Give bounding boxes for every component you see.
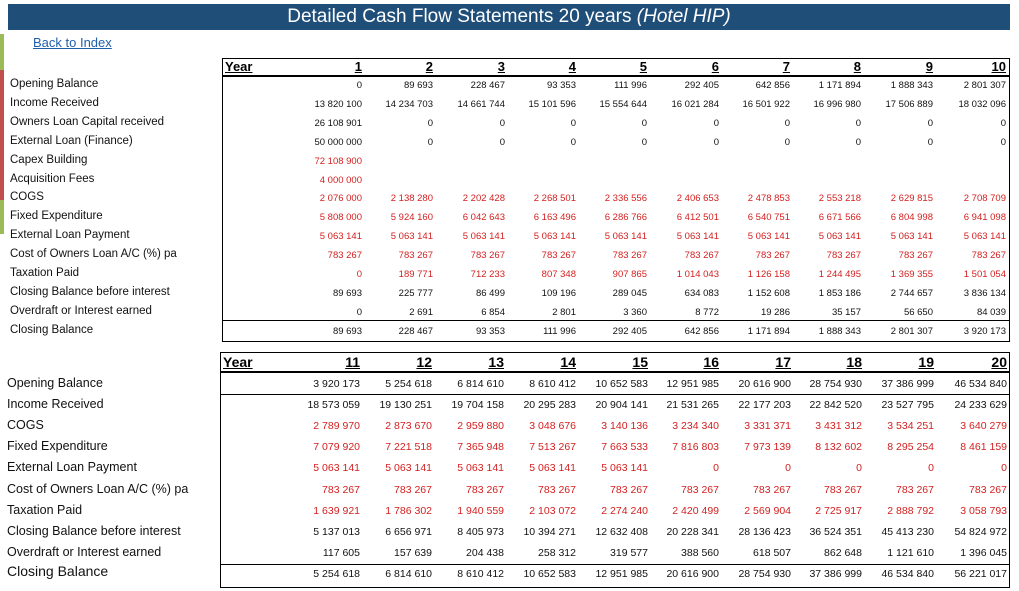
table1-cell: 16 996 980 bbox=[813, 98, 861, 110]
table2-cell: 1 121 610 bbox=[887, 546, 934, 559]
table2-cell: 3 534 251 bbox=[887, 420, 934, 433]
table2-cell: 0 bbox=[1001, 462, 1007, 475]
table2-cell: 8 405 973 bbox=[457, 525, 504, 538]
table1-cell: 6 042 643 bbox=[462, 212, 505, 224]
table1-cell: 2 268 501 bbox=[533, 193, 576, 205]
table1-cell: 0 bbox=[499, 117, 505, 129]
table1-cell: 93 353 bbox=[475, 325, 505, 337]
table2-cell: 862 648 bbox=[824, 546, 862, 559]
table2-cell: 12 632 408 bbox=[595, 525, 648, 538]
table2-cell: 28 136 423 bbox=[738, 525, 791, 538]
table1-cell: 642 856 bbox=[684, 325, 719, 337]
table2-cell: 7 221 518 bbox=[385, 441, 432, 454]
table2-cell: 2 873 670 bbox=[385, 420, 432, 433]
table1-cell: 0 bbox=[427, 117, 433, 129]
table2-cell: 2 789 970 bbox=[313, 420, 360, 433]
table1-cell: 5 063 141 bbox=[676, 231, 719, 243]
table2-cell: 12 951 985 bbox=[595, 567, 648, 580]
table1-cell: 5 063 141 bbox=[319, 231, 362, 243]
table2-cell: 5 063 141 bbox=[313, 462, 360, 475]
table2-cell: 28 754 930 bbox=[809, 378, 862, 390]
table2-cell: 2 725 917 bbox=[815, 504, 862, 517]
table2-cell: 46 534 840 bbox=[954, 378, 1007, 390]
table2-cell: 3 234 340 bbox=[672, 420, 719, 433]
table1-cell: 0 bbox=[1000, 117, 1006, 129]
table2-cell: 20 616 900 bbox=[666, 567, 719, 580]
table2-cell: 2 103 072 bbox=[529, 504, 576, 517]
table2-cell: 7 365 948 bbox=[457, 441, 504, 454]
row-label: Cost of Owners Loan A/C (%) pa bbox=[10, 248, 177, 261]
row-label: COGS bbox=[10, 191, 44, 204]
table1-cell: 0 bbox=[356, 80, 362, 91]
table2-year-12: 12 bbox=[416, 354, 432, 370]
table2-cell: 56 221 017 bbox=[954, 567, 1007, 580]
row-label: Fixed Expenditure bbox=[10, 210, 103, 223]
table1-cell: 15 101 596 bbox=[528, 98, 576, 110]
table1-cell: 1 244 495 bbox=[818, 269, 861, 280]
table2-cell: 618 507 bbox=[753, 546, 791, 559]
table1-cell: 0 bbox=[927, 136, 933, 148]
table2-cell: 37 386 999 bbox=[809, 567, 862, 580]
table1-cell: 18 032 096 bbox=[958, 98, 1006, 110]
table1-cell: 2 801 bbox=[552, 306, 576, 318]
table2-cell: 2 959 880 bbox=[457, 420, 504, 433]
table1-cell: 6 163 496 bbox=[533, 212, 576, 224]
table1-cell: 111 996 bbox=[543, 325, 576, 337]
table1-cell: 0 bbox=[570, 117, 576, 129]
table1-cell: 89 693 bbox=[332, 325, 362, 337]
table1-year-1: 1 bbox=[354, 59, 362, 74]
table1-cell: 6 412 501 bbox=[676, 212, 719, 224]
table2-cell: 3 431 312 bbox=[815, 420, 862, 433]
table1-cell: 89 693 bbox=[332, 287, 362, 299]
table2-cell: 783 267 bbox=[322, 483, 360, 496]
table1-year-8: 8 bbox=[853, 59, 861, 74]
table2-year-17: 17 bbox=[775, 354, 791, 370]
table1-cell: 16 021 284 bbox=[671, 98, 719, 110]
table1-cell: 14 661 744 bbox=[457, 98, 505, 110]
table2-cell: 5 063 141 bbox=[601, 462, 648, 475]
table1-cell: 228 467 bbox=[470, 80, 505, 91]
row-label: Income Received bbox=[10, 96, 99, 109]
row-label: Taxation Paid bbox=[7, 502, 83, 517]
table1-cell: 14 234 703 bbox=[385, 98, 433, 110]
table2-cell: 18 573 059 bbox=[307, 399, 360, 412]
table1-cell: 2 801 307 bbox=[890, 325, 933, 337]
table2-cell: 7 079 920 bbox=[313, 441, 360, 454]
table1-cell: 1 171 894 bbox=[747, 325, 790, 337]
table1-cell: 2 744 657 bbox=[890, 287, 933, 299]
table1-cell: 2 202 428 bbox=[462, 193, 505, 205]
row-label: External Loan Payment bbox=[10, 229, 130, 242]
row-label: Closing Balance bbox=[7, 562, 109, 579]
table1-cell: 0 bbox=[641, 117, 647, 129]
table1-cell: 228 467 bbox=[398, 325, 433, 337]
table2-opening-divider bbox=[220, 394, 1010, 395]
table2-cell: 7 816 803 bbox=[672, 441, 719, 454]
table2-cell: 7 513 267 bbox=[529, 441, 576, 454]
table1-cell: 1 171 894 bbox=[818, 80, 861, 91]
table1-cell: 2 553 218 bbox=[818, 193, 861, 205]
table1-cell: 783 267 bbox=[898, 250, 933, 262]
table2-cell: 783 267 bbox=[610, 483, 648, 496]
table2-cell: 2 569 904 bbox=[744, 504, 791, 517]
row-label: Closing Balance before interest bbox=[7, 523, 181, 538]
table1-cell: 4 000 000 bbox=[319, 174, 362, 186]
table2-cell: 3 140 136 bbox=[601, 420, 648, 433]
table2-cell: 783 267 bbox=[753, 483, 791, 496]
table2-cell: 3 331 371 bbox=[744, 420, 791, 433]
table2-cell: 1 639 921 bbox=[313, 504, 360, 517]
row-label: Income Received bbox=[7, 397, 104, 412]
table2-cell: 8 132 602 bbox=[815, 441, 862, 454]
row-label: Overdraft or Interest earned bbox=[7, 544, 162, 559]
table2-cell: 0 bbox=[785, 462, 791, 475]
table1-cell: 0 bbox=[1000, 136, 1006, 148]
table1-cell: 35 157 bbox=[831, 306, 861, 318]
table1-cell: 0 bbox=[499, 136, 505, 148]
table1-cell: 0 bbox=[927, 117, 933, 129]
table2-cell: 5 063 141 bbox=[457, 462, 504, 475]
table2-cell: 21 531 265 bbox=[666, 399, 719, 412]
table1-cell: 2 629 815 bbox=[890, 193, 933, 205]
table1-cell: 15 554 644 bbox=[599, 98, 647, 110]
table2-cell: 3 920 173 bbox=[313, 378, 360, 390]
table2-cell: 6 656 971 bbox=[385, 525, 432, 538]
table1-cell: 0 bbox=[713, 136, 719, 148]
table1-cell: 6 854 bbox=[481, 306, 505, 318]
table1-cell: 783 267 bbox=[826, 250, 861, 262]
table1-cell: 0 bbox=[784, 136, 790, 148]
table2-cell: 28 754 930 bbox=[738, 567, 791, 580]
table1-cell: 783 267 bbox=[755, 250, 790, 262]
table2-cell: 7 663 533 bbox=[601, 441, 648, 454]
table2-cell: 157 639 bbox=[394, 546, 432, 559]
table2-cell: 8 610 412 bbox=[457, 567, 504, 580]
table2-cell: 2 274 240 bbox=[601, 504, 648, 517]
row-label: Cost of Owners Loan A/C (%) pa bbox=[7, 481, 189, 496]
row-label: Taxation Paid bbox=[10, 267, 80, 279]
table2-cell: 23 527 795 bbox=[881, 399, 934, 412]
table1-cell: 6 540 751 bbox=[747, 212, 790, 224]
table2-cell: 20 295 283 bbox=[523, 399, 576, 412]
title-main: Detailed Cash Flow Statements 20 years bbox=[287, 6, 637, 27]
table1-cell: 56 650 bbox=[903, 306, 933, 318]
table2-cell: 2 420 499 bbox=[672, 504, 719, 517]
table1-cell: 783 267 bbox=[470, 250, 505, 262]
row-label: Fixed Expenditure bbox=[7, 439, 108, 454]
table2-cell: 783 267 bbox=[394, 483, 432, 496]
row-label: Opening Balance bbox=[10, 78, 99, 90]
table2-closing-divider bbox=[220, 564, 1010, 565]
table2-year-15: 15 bbox=[632, 354, 648, 370]
table1-cell: 26 108 901 bbox=[314, 117, 362, 129]
table2-cell: 117 605 bbox=[322, 546, 360, 559]
table1-year-6: 6 bbox=[711, 59, 719, 74]
table2-cell: 19 130 251 bbox=[379, 399, 432, 412]
row-label: External Loan Payment bbox=[7, 460, 137, 475]
table2-cell: 12 951 985 bbox=[666, 378, 719, 390]
table1-cell: 6 804 998 bbox=[890, 212, 933, 224]
table2-cell: 10 652 583 bbox=[595, 378, 648, 390]
table1-cell: 109 196 bbox=[541, 287, 576, 299]
table2-cell: 3 058 793 bbox=[960, 504, 1007, 517]
table1-cell: 3 360 bbox=[623, 306, 647, 318]
table1-cell: 807 348 bbox=[541, 269, 576, 280]
table1-cell: 2 076 000 bbox=[319, 193, 362, 205]
table1-cell: 1 501 054 bbox=[963, 269, 1006, 280]
table2-cell: 1 940 559 bbox=[457, 504, 504, 517]
table1-cell: 1 853 186 bbox=[818, 287, 861, 299]
table2-cell: 783 267 bbox=[969, 483, 1007, 496]
table2-cell: 36 524 351 bbox=[809, 525, 862, 538]
table1-cell: 19 286 bbox=[760, 306, 790, 318]
table2-year-14: 14 bbox=[560, 354, 576, 370]
table1-cell: 89 693 bbox=[403, 80, 433, 91]
table1-cell: 5 063 141 bbox=[604, 231, 647, 243]
table2-cell: 5 063 141 bbox=[529, 462, 576, 475]
table1-cell: 783 267 bbox=[612, 250, 647, 262]
table1-cell: 0 bbox=[855, 136, 861, 148]
table1-cell: 5 063 141 bbox=[533, 231, 576, 243]
table1-cell: 5 063 141 bbox=[747, 231, 790, 243]
table2-cell: 5 137 013 bbox=[313, 525, 360, 538]
table2-cell: 8 610 412 bbox=[529, 378, 576, 390]
table1-cell: 2 138 280 bbox=[390, 193, 433, 205]
table2-year-16: 16 bbox=[703, 354, 719, 370]
table1-cell: 292 405 bbox=[612, 325, 647, 337]
row-label: External Loan (Finance) bbox=[10, 134, 133, 147]
table1-cell: 5 808 000 bbox=[319, 212, 362, 224]
table1-cell: 0 bbox=[356, 269, 362, 280]
table1-cell: 1 014 043 bbox=[676, 269, 719, 280]
table2-cell: 0 bbox=[928, 462, 934, 475]
title-hotel: (Hotel HIP) bbox=[636, 6, 731, 27]
table2-cell: 6 814 610 bbox=[457, 378, 504, 390]
table1-year-5: 5 bbox=[639, 59, 647, 74]
table1-cell: 2 691 bbox=[409, 306, 433, 318]
table1-cell: 13 820 100 bbox=[314, 98, 362, 110]
table1-year-7: 7 bbox=[782, 59, 790, 74]
table1-cell: 1 126 158 bbox=[747, 269, 790, 280]
table2-cell: 5 254 618 bbox=[385, 378, 432, 390]
table1-cell: 783 267 bbox=[541, 250, 576, 262]
table1-cell: 6 286 766 bbox=[604, 212, 647, 224]
table1-cell: 292 405 bbox=[684, 80, 719, 91]
table2-cell: 8 295 254 bbox=[887, 441, 934, 454]
table1-cell: 2 336 556 bbox=[604, 193, 647, 205]
table1-cell: 5 924 160 bbox=[390, 212, 433, 224]
table1-cell: 289 045 bbox=[612, 287, 647, 299]
row-label: Overdraft or Interest earned bbox=[10, 304, 152, 317]
table1-cell: 0 bbox=[855, 117, 861, 129]
table1-cell: 2 708 709 bbox=[963, 193, 1006, 205]
table1-cell: 783 267 bbox=[327, 250, 362, 262]
table1-year-3: 3 bbox=[497, 59, 505, 74]
table1-body-box bbox=[222, 76, 1010, 342]
table2-year-label: Year bbox=[223, 354, 253, 370]
table2-cell: 783 267 bbox=[538, 483, 576, 496]
table2-cell: 7 973 139 bbox=[744, 441, 791, 454]
table1-cell: 5 063 141 bbox=[390, 231, 433, 243]
table1-cell: 72 108 900 bbox=[314, 155, 362, 167]
table2-cell: 5 063 141 bbox=[385, 462, 432, 475]
table2-cell: 20 904 141 bbox=[595, 399, 648, 412]
table1-cell: 2 406 653 bbox=[676, 193, 719, 205]
table2-cell: 783 267 bbox=[681, 483, 719, 496]
row-label: COGS bbox=[7, 418, 44, 433]
table2-cell: 783 267 bbox=[466, 483, 504, 496]
table2-year-19: 19 bbox=[918, 354, 934, 370]
table1-cell: 8 772 bbox=[695, 306, 719, 318]
table1-cell: 0 bbox=[570, 136, 576, 148]
table2-year-18: 18 bbox=[846, 354, 862, 370]
table1-cell: 84 039 bbox=[976, 306, 1006, 318]
table2-year-20: 20 bbox=[991, 354, 1007, 370]
table1-cell: 907 865 bbox=[612, 269, 647, 280]
table1-cell: 5 063 141 bbox=[963, 231, 1006, 243]
back-to-index-link[interactable]: Back to Index bbox=[33, 35, 112, 50]
table2-cell: 258 312 bbox=[538, 546, 576, 559]
table2-cell: 6 814 610 bbox=[385, 567, 432, 580]
table2-cell: 783 267 bbox=[824, 483, 862, 496]
table1-cell: 3 920 173 bbox=[963, 325, 1006, 337]
table1-cell: 0 bbox=[784, 117, 790, 129]
table2-year-11: 11 bbox=[345, 354, 360, 370]
table2-year-13: 13 bbox=[488, 354, 504, 370]
table1-year-2: 2 bbox=[425, 59, 433, 74]
table2-cell: 10 652 583 bbox=[523, 567, 576, 580]
table1-cell: 111 996 bbox=[614, 80, 647, 91]
table2-cell: 5 254 618 bbox=[313, 567, 360, 580]
table1-closing-divider bbox=[222, 320, 1010, 321]
table1-cell: 2 478 853 bbox=[747, 193, 790, 205]
table1-year-9: 9 bbox=[925, 59, 933, 74]
table2-cell: 783 267 bbox=[896, 483, 934, 496]
table1-year-4: 4 bbox=[568, 59, 576, 74]
row-label: Closing Balance before interest bbox=[10, 285, 170, 298]
table1-cell: 5 063 141 bbox=[890, 231, 933, 243]
table2-cell: 37 386 999 bbox=[881, 378, 934, 390]
table2-cell: 54 824 972 bbox=[954, 525, 1007, 538]
table2-cell: 2 888 792 bbox=[887, 504, 934, 517]
table1-cell: 2 801 307 bbox=[963, 80, 1006, 91]
table2-cell: 8 461 159 bbox=[960, 441, 1007, 454]
row-label: Opening Balance bbox=[7, 376, 103, 390]
table1-cell: 93 353 bbox=[546, 80, 576, 91]
table2-cell: 3 048 676 bbox=[529, 420, 576, 433]
row-label: Closing Balance bbox=[10, 323, 94, 336]
table1-cell: 3 836 134 bbox=[963, 287, 1006, 299]
table1-cell: 86 499 bbox=[475, 287, 505, 299]
table2-cell: 46 534 840 bbox=[881, 567, 934, 580]
table1-cell: 225 777 bbox=[398, 287, 433, 299]
table1-cell: 50 000 000 bbox=[314, 136, 362, 148]
table1-cell: 712 233 bbox=[470, 269, 505, 280]
table1-cell: 642 856 bbox=[755, 80, 790, 91]
table2-cell: 3 640 279 bbox=[960, 420, 1007, 433]
table2-cell: 20 616 900 bbox=[738, 378, 791, 390]
table2-cell: 204 438 bbox=[466, 546, 504, 559]
table2-cell: 22 842 520 bbox=[809, 399, 862, 412]
table1-cell: 1 888 343 bbox=[890, 80, 933, 91]
table2-cell: 45 413 230 bbox=[881, 525, 934, 538]
page-title bbox=[8, 4, 1010, 30]
table1-cell: 0 bbox=[641, 136, 647, 148]
table2-cell: 19 704 158 bbox=[451, 399, 504, 412]
table2-cell: 0 bbox=[713, 462, 719, 475]
table2-cell: 0 bbox=[856, 462, 862, 475]
table2-cell: 1 396 045 bbox=[960, 546, 1007, 559]
table2-cell: 22 177 203 bbox=[738, 399, 791, 412]
table2-cell: 388 560 bbox=[681, 546, 719, 559]
table2-cell: 10 394 271 bbox=[523, 525, 576, 538]
table2-cell: 24 233 629 bbox=[954, 399, 1007, 412]
table2-cell: 1 786 302 bbox=[385, 504, 432, 517]
row-label: Capex Building bbox=[10, 153, 88, 166]
table1-cell: 634 083 bbox=[684, 287, 719, 299]
table1-cell: 6 941 098 bbox=[963, 212, 1006, 224]
table1-cell: 783 267 bbox=[971, 250, 1006, 262]
row-label: Acquisition Fees bbox=[10, 172, 95, 185]
table1-cell: 189 771 bbox=[398, 269, 433, 280]
table1-cell: 0 bbox=[427, 136, 433, 148]
table1-cell: 6 671 566 bbox=[818, 212, 861, 224]
table1-cell: 1 152 608 bbox=[747, 287, 790, 299]
table1-year-label: Year bbox=[225, 59, 253, 74]
table1-year-10: 10 bbox=[991, 59, 1006, 74]
table1-cell: 5 063 141 bbox=[818, 231, 861, 243]
table2-cell: 20 228 341 bbox=[666, 525, 719, 538]
table1-cell: 783 267 bbox=[398, 250, 433, 262]
table1-cell: 17 506 889 bbox=[885, 98, 933, 110]
table1-cell: 5 063 141 bbox=[462, 231, 505, 243]
table1-cell: 1 888 343 bbox=[818, 325, 861, 337]
table1-cell: 1 369 355 bbox=[890, 269, 933, 280]
table1-cell: 0 bbox=[356, 306, 362, 318]
table1-cell: 16 501 922 bbox=[742, 98, 790, 110]
row-label: Owners Loan Capital received bbox=[10, 115, 165, 128]
sheet-edge-accent-red bbox=[0, 70, 4, 200]
table2-cell: 319 577 bbox=[610, 546, 648, 559]
table1-cell: 783 267 bbox=[684, 250, 719, 262]
table1-cell: 0 bbox=[713, 117, 719, 129]
